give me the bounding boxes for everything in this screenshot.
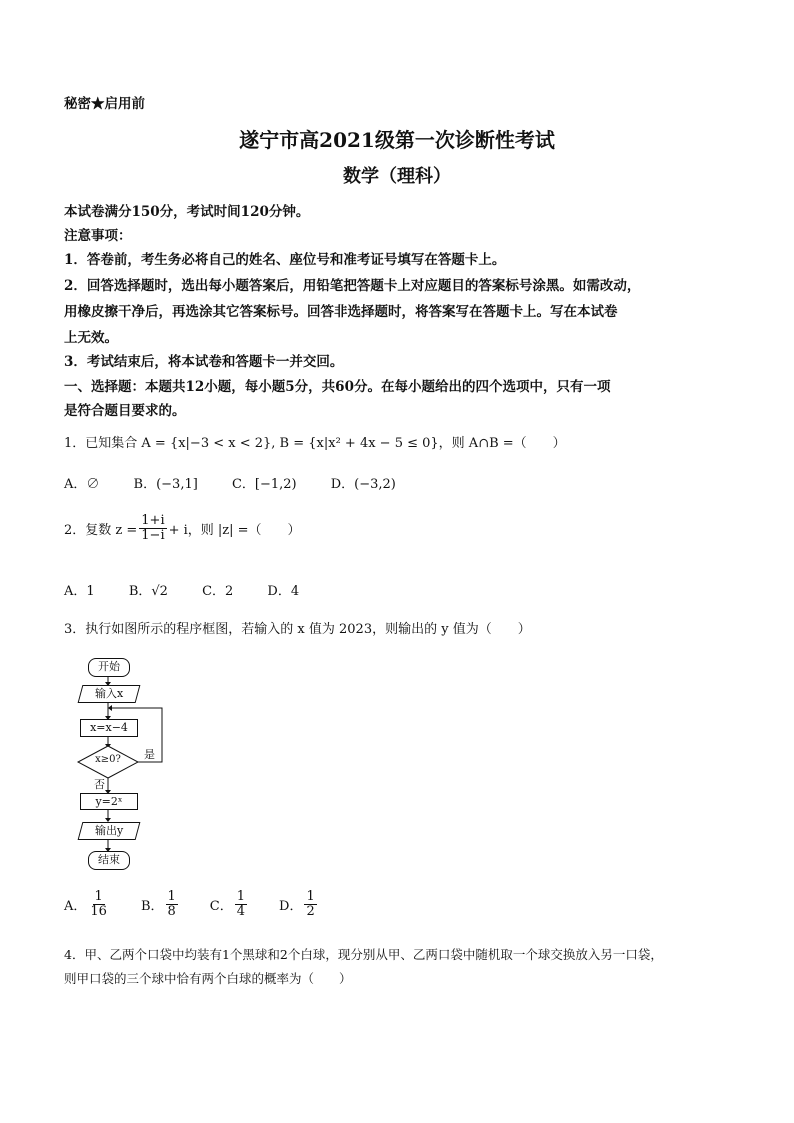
q2-option-b[interactable]: B．√2	[128, 584, 168, 599]
note-2-line-3: 上无效。	[64, 330, 118, 346]
q3-option-d-label: D．	[279, 899, 303, 915]
q2-option-a[interactable]: A．1	[64, 584, 95, 599]
flow-condition: x≥0?	[95, 754, 121, 765]
q2-frac-num: 1+i	[141, 513, 165, 528]
q3-option-a[interactable]	[64, 890, 111, 920]
q3-option-a-den: 16	[90, 904, 107, 920]
flow-yes-label: 是	[144, 748, 155, 761]
q1-option-b[interactable]: B．(−3,1]	[133, 477, 198, 492]
q2-prefix: 2．复数 z =	[64, 523, 138, 539]
q1-option-d[interactable]: D．(−3,2)	[330, 477, 396, 492]
q3-option-c[interactable]	[210, 890, 249, 920]
q3-option-a-label: A．	[64, 899, 87, 915]
question-3-options	[64, 890, 349, 920]
q1-option-a[interactable]: A．∅	[64, 477, 100, 492]
q3-option-b-den: 8	[167, 904, 176, 920]
question-1-options	[64, 473, 426, 492]
question-2-options	[64, 580, 329, 599]
note-3: 3．考试结束后，将本试卷和答题卡一并交回。	[64, 354, 344, 370]
q3-option-c-label: C．	[209, 899, 233, 915]
question-3-text: 3．执行如图所示的程序框图，若输入的 x 值为 2023，则输出的 y 值为（ ）	[64, 622, 531, 637]
q3-option-d-den: 2	[306, 904, 315, 920]
question-4-line-1: 4．甲、乙两个口袋中均装有1个黑球和2个白球，现分别从甲、乙两口袋中随机取一个球交换放入另一口袋，	[64, 947, 663, 962]
q3-option-a-num: 1	[94, 889, 103, 904]
flowchart	[70, 652, 190, 877]
secret-label: 秘密★启用前	[64, 96, 145, 112]
q3-option-d-num: 1	[306, 889, 315, 904]
flow-start: 开始	[88, 658, 130, 677]
flow-output	[78, 822, 141, 840]
note-2-line-2: 用橡皮擦干净后，再选涂其它答案标号。回答非选择题时，将答案写在答题卡上。写在本试卷	[64, 304, 618, 320]
question-2-text	[64, 514, 301, 544]
flow-compute: y=2ˣ	[80, 793, 138, 810]
q3-option-d[interactable]	[279, 890, 319, 920]
q3-option-c-den: 4	[236, 904, 246, 920]
flow-assign: x=x−4	[80, 719, 138, 737]
q2-fraction	[139, 514, 166, 544]
flow-end: 结束	[88, 851, 130, 870]
q2-frac-den: 1−i	[141, 528, 165, 544]
note-2-line-1: 2．回答选择题时，选出每小题答案后，用铅笔把答题卡上对应题目的答案标号涂黑。如需改动，	[64, 278, 641, 294]
q3-option-c-num: 1	[236, 889, 246, 904]
q1-option-c[interactable]: C．[−1,2)	[231, 477, 297, 492]
question-1-text: 1．已知集合 A = {x|−3 < x < 2}, B = {x|x² + 4x − 5 ≤ 0}，则 A∩B =（ ）	[64, 436, 566, 451]
q2-suffix: + i，则 |z| =（ ）	[168, 523, 301, 539]
q2-option-d[interactable]: D．4	[267, 584, 300, 599]
score-line: 本试卷满分150分，考试时间120分钟。	[64, 204, 310, 220]
flow-input	[78, 685, 141, 703]
q3-option-b[interactable]	[141, 890, 180, 920]
flow-no-label: 否	[94, 778, 105, 791]
section-1-line-2: 是符合题目要求的。	[64, 403, 186, 419]
question-4-line-2: 则甲口袋的三个球中恰有两个白球的概率为（ ）	[64, 971, 352, 986]
q3-option-b-num: 1	[167, 889, 176, 904]
q2-option-c[interactable]: C．2	[202, 584, 234, 599]
notes-heading: 注意事项：	[64, 228, 132, 244]
exam-title: 遂宁市高2021级第一次诊断性考试	[239, 128, 555, 152]
note-1: 1．答卷前，考生务必将自己的姓名、座位号和准考证号填写在答题卡上。	[64, 252, 506, 268]
q3-option-b-label: B．	[140, 899, 164, 915]
flow-output-label: 输出y	[94, 824, 124, 837]
section-1-line-1: 一、选择题：本题共12小题，每小题5分，共60分。在每小题给出的四个选项中，只有一项	[64, 379, 611, 395]
exam-subject: 数学（理科）	[343, 166, 451, 187]
flow-input-label: 输入x	[94, 687, 124, 700]
